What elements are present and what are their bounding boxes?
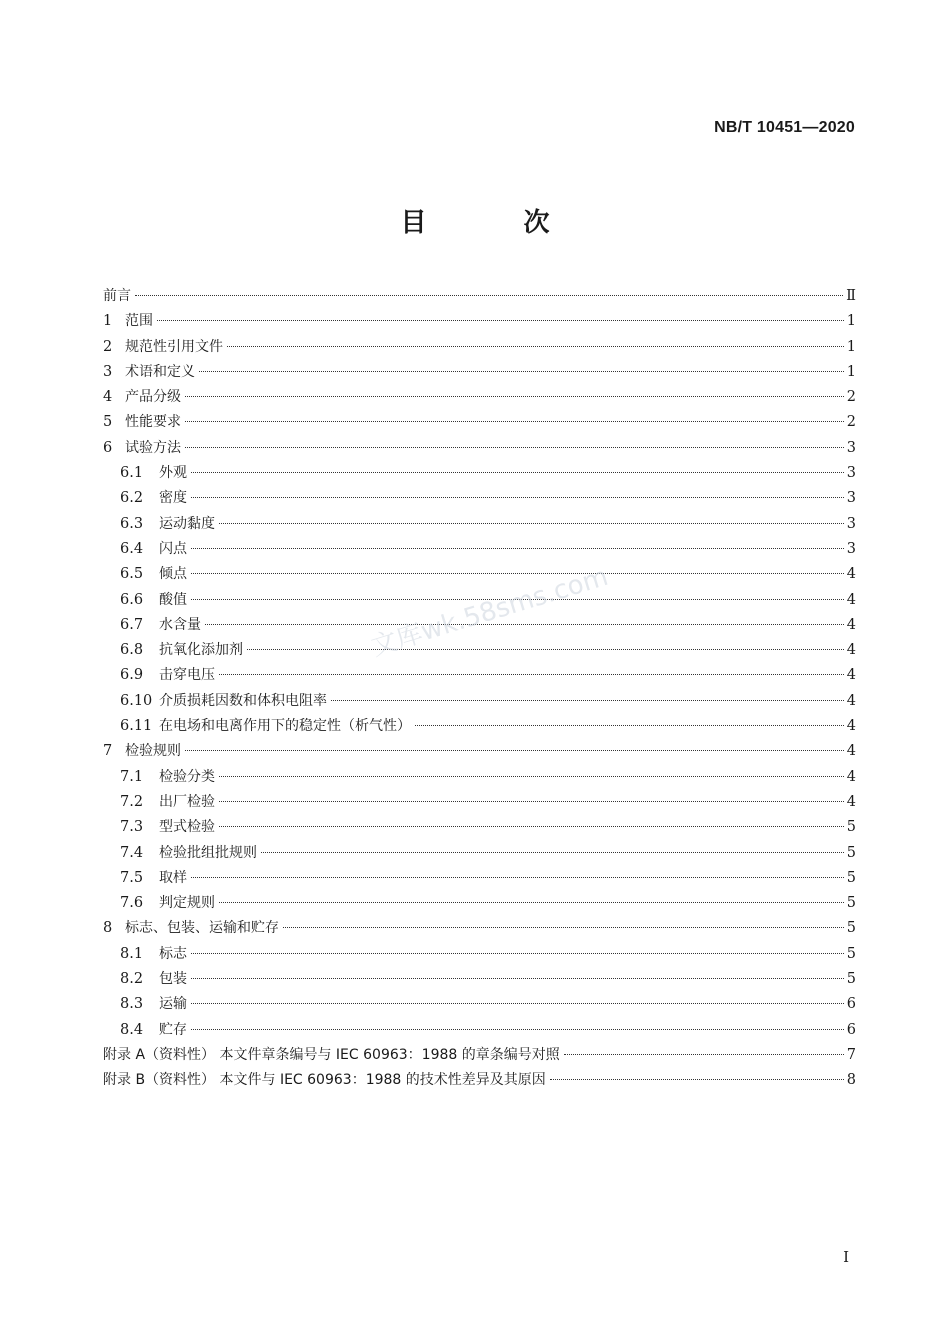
toc-entry-page: 4 bbox=[846, 566, 856, 583]
toc-entry-number: 6.10 bbox=[120, 692, 153, 709]
toc-entry-number: 7.6 bbox=[120, 895, 144, 912]
toc-leader-dots bbox=[191, 573, 844, 574]
toc-entry-title: 检验规则 bbox=[125, 743, 181, 760]
toc-entry[interactable] bbox=[103, 588, 856, 613]
toc-leader-dots bbox=[191, 599, 844, 600]
toc-entry-number: 3 bbox=[103, 363, 113, 380]
toc-entry-title: 运输 bbox=[159, 996, 187, 1013]
toc-entry-title: 出厂检验 bbox=[159, 793, 215, 810]
toc-leader-dots bbox=[283, 927, 844, 928]
toc-entry-title: 介质损耗因数和体积电阻率 bbox=[159, 692, 327, 709]
toc-entry-page: 5 bbox=[846, 844, 856, 861]
toc-leader-dots bbox=[219, 902, 844, 903]
toc-entry-title: 闪点 bbox=[159, 540, 187, 557]
toc-entry-page: 3 bbox=[846, 465, 856, 482]
toc-entry[interactable] bbox=[103, 1068, 856, 1093]
toc-entry-page: 5 bbox=[846, 869, 856, 886]
toc-entry-page: 4 bbox=[846, 793, 856, 810]
toc-entry-title: 试验方法 bbox=[125, 439, 181, 456]
toc-entry-number: 6.5 bbox=[120, 566, 144, 583]
toc-entry-number: 8.4 bbox=[120, 1021, 144, 1038]
toc-entry-title: 倾点 bbox=[159, 566, 187, 583]
toc-entry-page: 5 bbox=[846, 945, 856, 962]
toc-entry-number: 7 bbox=[103, 743, 113, 760]
toc-entry-number: 7.4 bbox=[120, 844, 144, 861]
toc-entry-title: 标志、包装、运输和贮存 bbox=[125, 920, 279, 937]
toc-leader-dots bbox=[185, 447, 844, 448]
toc-entry[interactable] bbox=[103, 942, 856, 967]
toc-entry-number: 7.2 bbox=[120, 793, 144, 810]
toc-entry-title: 附录 B（资料性） 本文件与 IEC 60963：1988 的技术性差异及其原因 bbox=[103, 1072, 546, 1089]
toc-entry-number: 6.7 bbox=[120, 616, 144, 633]
toc-leader-dots bbox=[191, 978, 844, 979]
toc-entry-number: 2 bbox=[103, 338, 113, 355]
page-title: 目 次 bbox=[400, 208, 594, 238]
toc-entry[interactable] bbox=[103, 992, 856, 1017]
toc-entry-title: 范围 bbox=[125, 313, 153, 330]
toc-leader-dots bbox=[219, 674, 844, 675]
toc-entry-page: 4 bbox=[846, 616, 856, 633]
toc-entry-page: 2 bbox=[846, 389, 856, 406]
toc-leader-dots bbox=[185, 396, 844, 397]
toc-entry-number: 7.1 bbox=[120, 768, 144, 785]
toc-entry-page: 4 bbox=[846, 667, 856, 684]
toc-entry-number: 8 bbox=[103, 920, 113, 937]
toc-leader-dots bbox=[191, 953, 844, 954]
toc-entry[interactable] bbox=[103, 1043, 856, 1068]
toc-entry-page: 3 bbox=[846, 540, 856, 557]
toc-entry[interactable] bbox=[103, 410, 856, 435]
toc-entry-page: 1 bbox=[846, 363, 856, 380]
toc-entry[interactable] bbox=[103, 1018, 856, 1043]
toc-entry-number: 8.1 bbox=[120, 945, 144, 962]
toc-entry[interactable] bbox=[103, 891, 856, 916]
toc-entry-page: 5 bbox=[846, 920, 856, 937]
toc-entry-number: 6.6 bbox=[120, 591, 144, 608]
toc-entry[interactable] bbox=[103, 765, 856, 790]
toc-entry-page: 5 bbox=[846, 895, 856, 912]
toc-entry-page: 3 bbox=[846, 515, 856, 532]
toc-entry-number: 6 bbox=[103, 439, 113, 456]
toc-entry-title: 前言 bbox=[103, 288, 131, 304]
toc-entry[interactable] bbox=[103, 841, 856, 866]
toc-leader-dots bbox=[191, 548, 844, 549]
toc-entry-number: 6.9 bbox=[120, 667, 144, 684]
toc-leader-dots bbox=[247, 649, 844, 650]
toc-entry[interactable] bbox=[103, 385, 856, 410]
toc-entry[interactable] bbox=[103, 335, 856, 360]
toc-leader-dots bbox=[219, 523, 844, 524]
toc-leader-dots bbox=[135, 295, 843, 296]
toc-leader-dots bbox=[219, 826, 844, 827]
toc-entry-title: 运动黏度 bbox=[159, 515, 215, 532]
toc-entry-page: 4 bbox=[846, 692, 856, 709]
toc-leader-dots bbox=[205, 624, 844, 625]
toc-entry-page: 4 bbox=[846, 743, 856, 760]
toc-entry-number: 1 bbox=[103, 313, 113, 330]
toc-entry[interactable] bbox=[103, 537, 856, 562]
toc-entry[interactable] bbox=[103, 562, 856, 587]
toc-entry-title: 贮存 bbox=[159, 1021, 187, 1038]
toc-entry[interactable] bbox=[103, 360, 856, 385]
toc-leader-dots bbox=[185, 421, 844, 422]
toc-entry-title: 取样 bbox=[159, 869, 187, 886]
toc-entry-title: 产品分级 bbox=[125, 389, 181, 406]
toc-entry[interactable] bbox=[103, 309, 856, 334]
toc-leader-dots bbox=[331, 700, 844, 701]
toc-entry[interactable] bbox=[103, 714, 856, 739]
toc-entry-page: 3 bbox=[846, 490, 856, 507]
toc-leader-dots bbox=[199, 371, 844, 372]
toc-leader-dots bbox=[415, 725, 844, 726]
toc-leader-dots bbox=[219, 776, 844, 777]
toc-entry-number: 7.3 bbox=[120, 819, 144, 836]
toc-entry[interactable] bbox=[103, 461, 856, 486]
toc-entry-title: 检验分类 bbox=[159, 768, 215, 785]
toc-entry-page: 4 bbox=[846, 591, 856, 608]
toc-entry-title: 水含量 bbox=[159, 616, 201, 633]
toc-leader-dots bbox=[185, 750, 844, 751]
toc-entry-title: 性能要求 bbox=[125, 414, 181, 431]
toc-leader-dots bbox=[564, 1054, 844, 1055]
toc-entry-title: 检验批组批规则 bbox=[159, 844, 257, 861]
toc-entry[interactable] bbox=[103, 866, 856, 891]
toc-entry-title: 标志 bbox=[159, 945, 187, 962]
toc-entry[interactable] bbox=[103, 486, 856, 511]
toc-entry-title: 密度 bbox=[159, 490, 187, 507]
toc-entry-page: 3 bbox=[846, 439, 856, 456]
toc-entry-page: 5 bbox=[846, 819, 856, 836]
toc-entry-page: 4 bbox=[846, 768, 856, 785]
toc-entry-page: Ⅱ bbox=[846, 288, 856, 304]
toc-leader-dots bbox=[191, 1003, 844, 1004]
toc-leader-dots bbox=[157, 320, 844, 321]
toc-entry[interactable] bbox=[103, 689, 856, 714]
toc-entry[interactable] bbox=[103, 663, 856, 688]
toc-entry-page: 6 bbox=[846, 996, 856, 1013]
toc-entry-page: 1 bbox=[846, 338, 856, 355]
toc-entry-title: 包装 bbox=[159, 971, 187, 988]
toc-entry[interactable] bbox=[103, 790, 856, 815]
toc-entry-title: 附录 A（资料性） 本文件章条编号与 IEC 60963：1988 的章条编号对照 bbox=[103, 1046, 560, 1063]
toc-entry-title: 酸值 bbox=[159, 591, 187, 608]
toc-entry[interactable] bbox=[103, 638, 856, 663]
toc-entry[interactable] bbox=[103, 613, 856, 638]
table-of-contents bbox=[103, 284, 856, 1094]
toc-leader-dots bbox=[191, 877, 844, 878]
toc-leader-dots bbox=[550, 1079, 844, 1080]
toc-entry-page: 1 bbox=[846, 313, 856, 330]
toc-entry-page: 7 bbox=[846, 1046, 856, 1063]
toc-entry-number: 8.2 bbox=[120, 971, 144, 988]
toc-entry-number: 8.3 bbox=[120, 996, 144, 1013]
toc-entry-page: 8 bbox=[846, 1072, 856, 1089]
toc-entry-page: 4 bbox=[846, 642, 856, 659]
toc-entry-title: 外观 bbox=[159, 465, 187, 482]
toc-entry-number: 6.8 bbox=[120, 642, 144, 659]
toc-entry-title: 抗氧化添加剂 bbox=[159, 642, 243, 659]
toc-entry-page: 6 bbox=[846, 1021, 856, 1038]
toc-entry-number: 6.3 bbox=[120, 515, 144, 532]
toc-entry[interactable] bbox=[103, 739, 856, 764]
watermark: 文库wk.58sms.com bbox=[367, 561, 612, 663]
toc-leader-dots bbox=[219, 801, 844, 802]
toc-entry-title: 在电场和电离作用下的稳定性（析气性） bbox=[159, 718, 411, 735]
toc-entry[interactable] bbox=[103, 284, 856, 309]
toc-entry-title: 术语和定义 bbox=[125, 363, 195, 380]
toc-entry-title: 型式检验 bbox=[159, 819, 215, 836]
toc-entry-title: 规范性引用文件 bbox=[125, 338, 223, 355]
toc-entry-number: 5 bbox=[103, 414, 113, 431]
toc-entry-number: 6.1 bbox=[120, 465, 144, 482]
toc-entry[interactable] bbox=[103, 436, 856, 461]
toc-entry-number: 6.11 bbox=[120, 718, 153, 735]
toc-entry[interactable] bbox=[103, 967, 856, 992]
toc-leader-dots bbox=[261, 852, 844, 853]
toc-leader-dots bbox=[191, 497, 844, 498]
toc-entry-page: 4 bbox=[846, 718, 856, 735]
toc-entry-page: 5 bbox=[846, 971, 856, 988]
toc-entry-title: 击穿电压 bbox=[159, 667, 215, 684]
toc-leader-dots bbox=[191, 1029, 844, 1030]
toc-entry[interactable] bbox=[103, 916, 856, 941]
toc-leader-dots bbox=[227, 346, 844, 347]
standard-code: NB/T 10451—2020 bbox=[714, 119, 855, 136]
toc-entry-number: 4 bbox=[103, 389, 113, 406]
toc-entry-number: 7.5 bbox=[120, 869, 144, 886]
toc-entry-title: 判定规则 bbox=[159, 895, 215, 912]
toc-leader-dots bbox=[191, 472, 844, 473]
toc-entry-number: 6.4 bbox=[120, 540, 144, 557]
toc-entry-number: 6.2 bbox=[120, 490, 144, 507]
toc-entry[interactable] bbox=[103, 512, 856, 537]
toc-entry-page: 2 bbox=[846, 414, 856, 431]
page-number: I bbox=[843, 1248, 849, 1266]
toc-entry[interactable] bbox=[103, 815, 856, 840]
